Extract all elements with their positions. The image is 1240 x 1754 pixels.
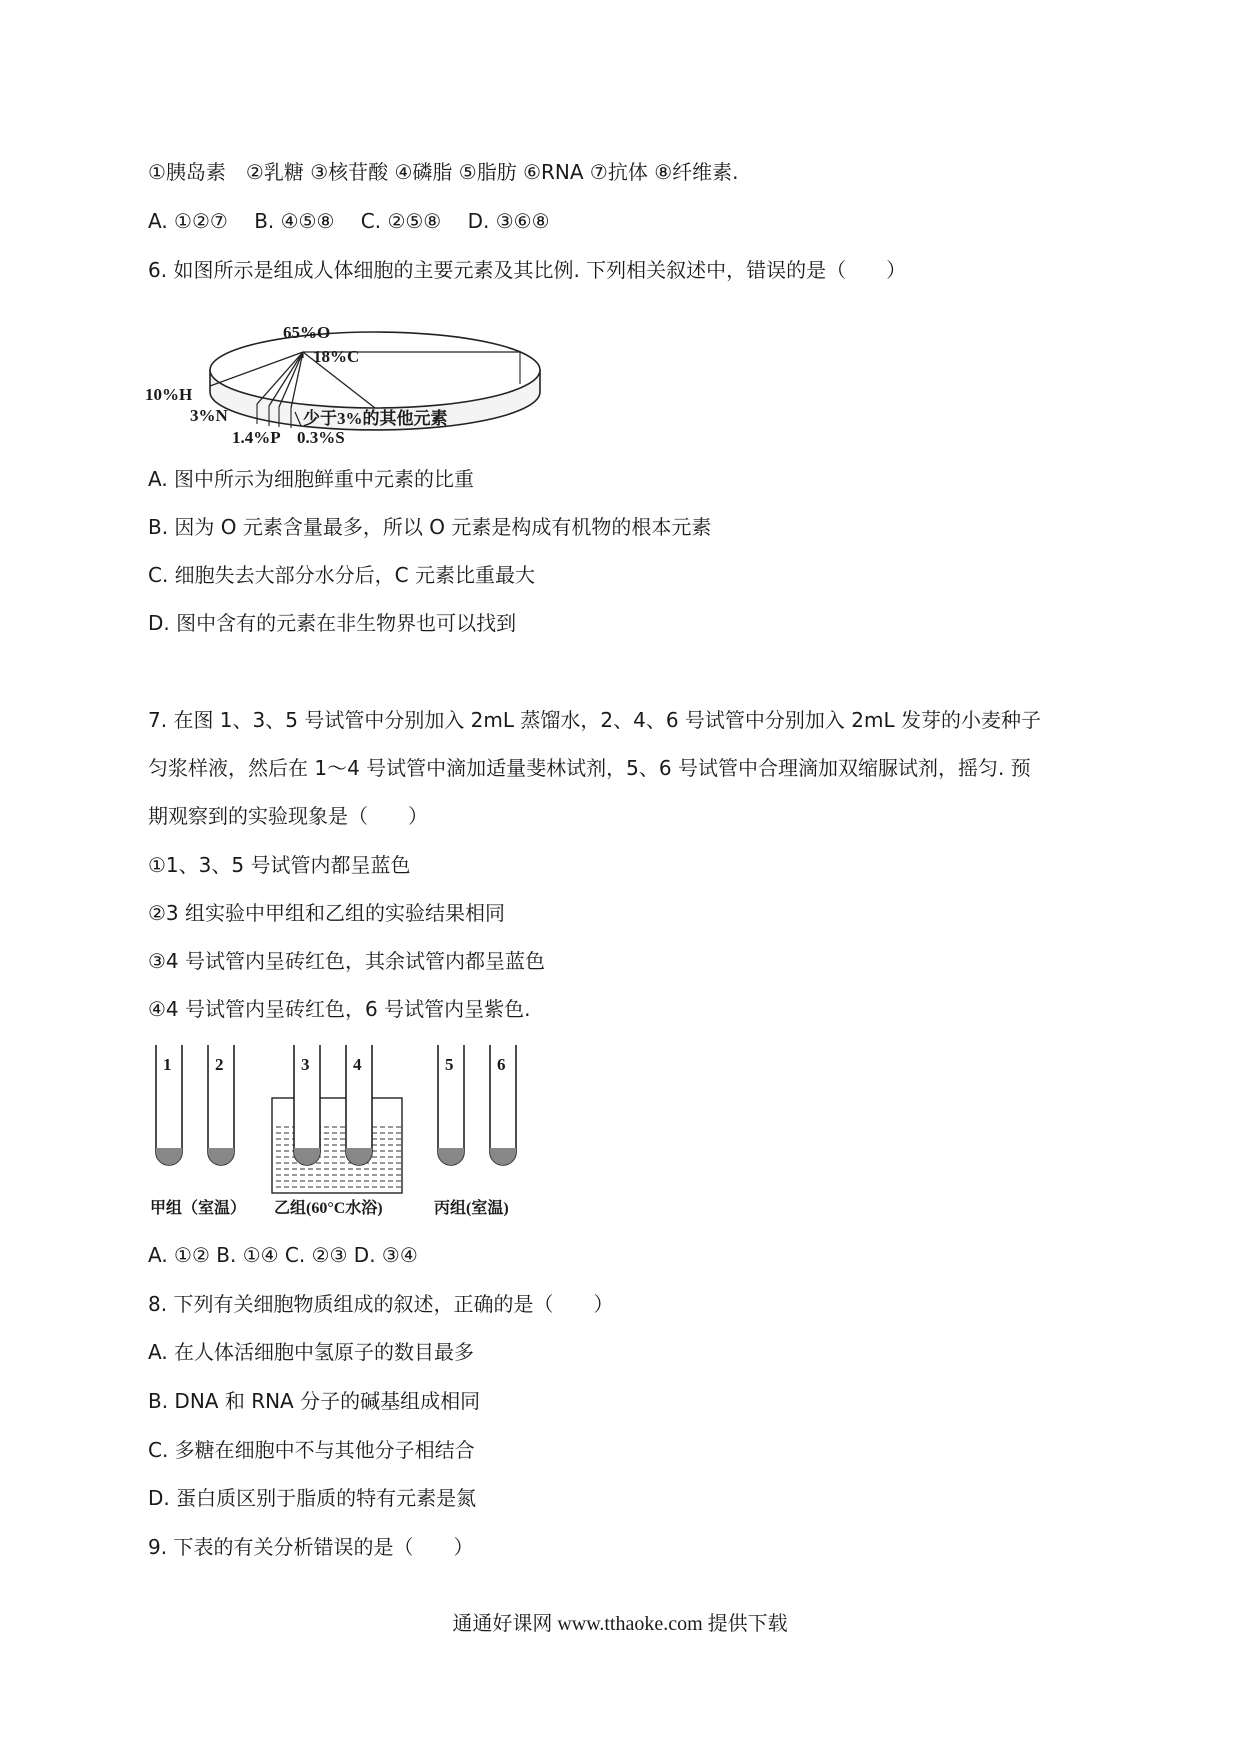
- q6-option-c: C. 细胞失去大部分水分后，C 元素比重最大: [148, 563, 536, 587]
- q6-option-a: A. 图中所示为细胞鲜重中元素的比重: [148, 467, 475, 491]
- q6-stem: 6. 如图所示是组成人体细胞的主要元素及其比例. 下列相关叙述中，错误的是（ ）: [148, 258, 907, 282]
- pie-label-o: 65%O: [283, 323, 331, 342]
- q8-option-a: A. 在人体活细胞中氢原子的数目最多: [148, 1340, 475, 1364]
- tube-1: [156, 1045, 182, 1165]
- q8-option-b: B. DNA 和 RNA 分子的碱基组成相同: [148, 1389, 481, 1413]
- tube-number-4: 4: [353, 1055, 362, 1074]
- pie-label-s: 0.3%S: [297, 428, 345, 447]
- q8-option-c: C. 多糖在细胞中不与其他分子相结合: [148, 1438, 475, 1462]
- q7-statement-4: ④4 号试管内呈砖红色，6 号试管内呈紫色.: [148, 997, 531, 1021]
- pie-label-other: 少于3%的其他元素: [303, 409, 448, 428]
- q6-option-b: B. 因为 O 元素含量最多，所以 O 元素是构成有机物的根本元素: [148, 515, 712, 539]
- q7-statement-1: ①1、3、5 号试管内都呈蓝色: [148, 853, 411, 877]
- element-pie-svg: [145, 300, 545, 450]
- test-tube-figure: [148, 1040, 548, 1220]
- q7-stem-line-2: 匀浆样液，然后在 1～4 号试管中滴加适量斐林试剂，5、6 号试管中合理滴加双缩脲试剂，摇匀. 预: [148, 756, 1031, 780]
- tube-5: [438, 1045, 464, 1165]
- q9-stem: 9. 下表的有关分析错误的是（ ）: [148, 1535, 474, 1559]
- pie-top: [210, 332, 540, 408]
- q7-stem-line-3: 期观察到的实验现象是（ ）: [148, 804, 428, 828]
- q7-statement-3: ③4 号试管内呈砖红色，其余试管内都呈蓝色: [148, 949, 546, 973]
- test-tube-svg: [148, 1040, 548, 1220]
- q5-options: A. ①②⑦ B. ④⑤⑧ C. ②⑤⑧ D. ③⑥⑧: [148, 209, 550, 233]
- tube-2: [208, 1045, 234, 1165]
- pie-label-h: 10%H: [145, 385, 193, 404]
- tube-3: [294, 1045, 320, 1165]
- q6-option-d: D. 图中含有的元素在非生物界也可以找到: [148, 611, 517, 635]
- tube-number-3: 3: [301, 1055, 310, 1074]
- group-label-bing: 丙组(室温): [434, 1200, 509, 1217]
- tube-4: [346, 1045, 372, 1165]
- tube-number-6: 6: [497, 1055, 506, 1074]
- pie-label-p: 1.4%P: [232, 428, 281, 447]
- page-footer: 通通好课网 www.tthaoke.com 提供下载: [452, 1613, 788, 1635]
- tube-number-1: 1: [163, 1055, 172, 1074]
- group-label-jia: 甲组（室温）: [150, 1200, 247, 1217]
- tube-number-2: 2: [215, 1055, 224, 1074]
- group-label-yi: 乙组(60°C水浴): [274, 1200, 383, 1217]
- q8-stem: 8. 下列有关细胞物质组成的叙述，正确的是（ ）: [148, 1292, 614, 1316]
- q7-stem-line-1: 7. 在图 1、3、5 号试管中分别加入 2mL 蒸馏水，2、4、6 号试管中分别加入 2mL 发芽的小麦种子: [148, 708, 1041, 732]
- tube-6: [490, 1045, 516, 1165]
- tube-number-5: 5: [445, 1055, 454, 1074]
- pie-label-c: 18%C: [313, 347, 360, 366]
- q7-statement-2: ②3 组实验中甲组和乙组的实验结果相同: [148, 901, 506, 925]
- water-bath-water: [273, 1126, 401, 1192]
- q8-option-d: D. 蛋白质区别于脂质的特有元素是氮: [148, 1486, 477, 1510]
- element-pie-chart: [145, 300, 545, 450]
- pie-label-n: 3%N: [190, 406, 228, 425]
- q5-items: ①胰岛素 ②乳糖 ③核苷酸 ④磷脂 ⑤脂肪 ⑥RNA ⑦抗体 ⑧纤维素.: [148, 160, 739, 184]
- q7-options: A. ①② B. ①④ C. ②③ D. ③④: [148, 1243, 418, 1267]
